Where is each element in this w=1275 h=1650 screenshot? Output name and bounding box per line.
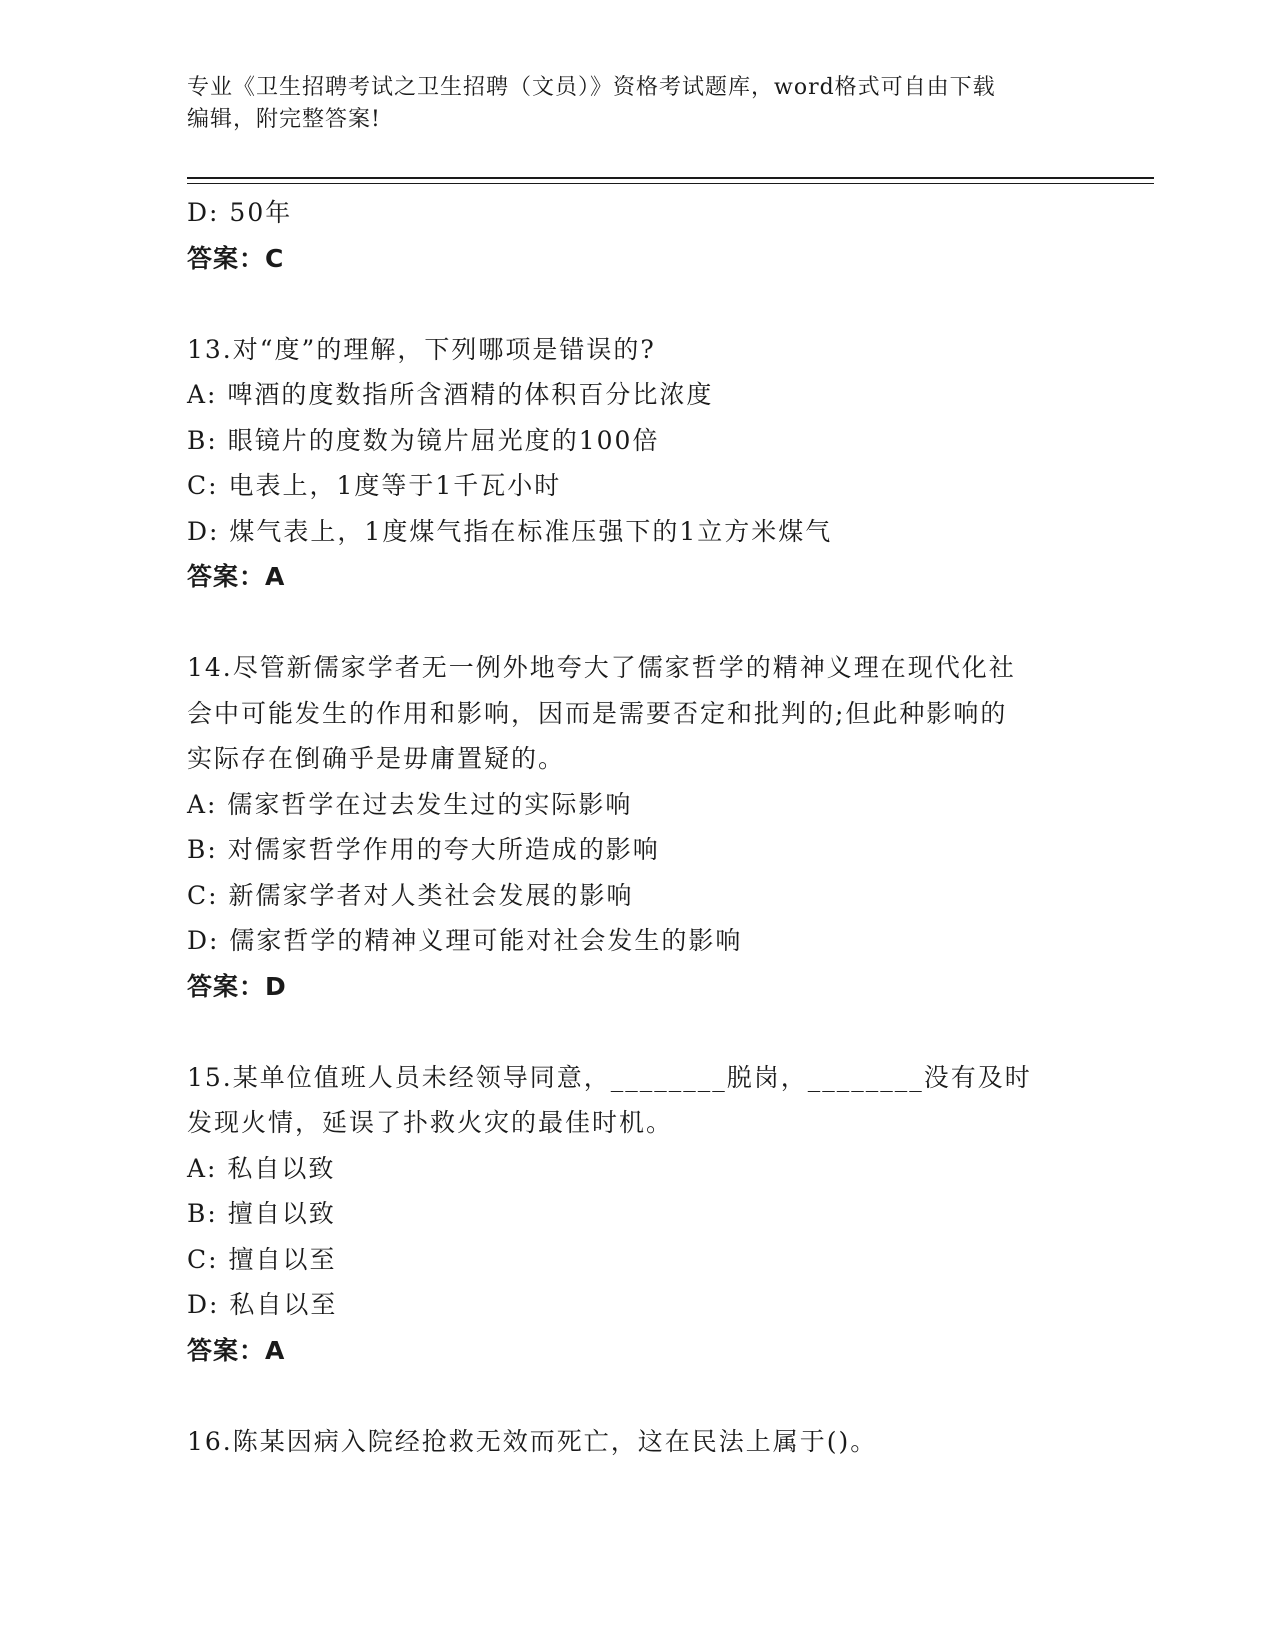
spacer xyxy=(187,281,1087,327)
question-14 xyxy=(187,645,1087,1009)
option-b: B: 对儒家哲学作用的夸大所造成的影响 xyxy=(187,835,660,864)
question-16 xyxy=(187,1419,1087,1465)
question-stem-line-1: 15.某单位值班人员未经领导同意，________脱岗，________没有及时 xyxy=(187,1062,1032,1092)
option-c: C: 新儒家学者对人类社会发展的影响 xyxy=(187,880,634,910)
question-stem-line-1: 14.尽管新儒家学者无一例外地夸大了儒家哲学的精神义理在现代化社 xyxy=(187,653,1016,682)
option-b: B: 擅自以致 xyxy=(187,1199,336,1228)
question-stem-line-3: 实际存在倒确乎是毋庸置疑的。 xyxy=(187,744,566,773)
prev-answer: 答案：C xyxy=(187,243,285,273)
option-c: C: 电表上，1度等于1千瓦小时 xyxy=(187,471,562,500)
answer: 答案：A xyxy=(187,562,286,591)
header-line-1: 专业《卫生招聘考试之卫生招聘（文员）》资格考试题库，word格式可自由下载 xyxy=(187,75,996,100)
question-stem: 16.陈某因病入院经抢救无效而死亡，这在民法上属于()。 xyxy=(187,1426,878,1456)
spacer xyxy=(187,600,1087,646)
question-stem-line-2: 会中可能发生的作用和影响，因而是需要否定和批判的;但此种影响的 xyxy=(187,698,1008,728)
question-13 xyxy=(187,327,1087,600)
spacer xyxy=(187,1009,1087,1055)
option-d: D: 煤气表上，1度煤气指在标准压强下的1立方米煤气 xyxy=(187,516,833,546)
page-header xyxy=(187,72,1087,136)
question-15 xyxy=(187,1055,1087,1374)
option-d: D: 儒家哲学的精神义理可能对社会发生的影响 xyxy=(187,926,743,955)
header-line-2: 编辑，附完整答案! xyxy=(187,107,381,132)
option-a: A: 私自以致 xyxy=(187,1153,336,1183)
answer: 答案：D xyxy=(187,971,287,1001)
question-stem: 13.对“度”的理解，下列哪项是错误的? xyxy=(187,334,656,364)
prev-option-d: D: 50年 xyxy=(187,198,293,227)
answer: 答案：A xyxy=(187,1335,286,1365)
header-rule-thin xyxy=(187,183,1154,184)
option-d: D: 私自以至 xyxy=(187,1290,338,1319)
header-rule-thick xyxy=(187,177,1154,179)
option-b: B: 眼镜片的度数为镜片屈光度的100倍 xyxy=(187,425,660,455)
question-content xyxy=(187,190,1087,1464)
option-c: C: 擅自以至 xyxy=(187,1244,337,1274)
question-stem-line-2: 发现火情，延误了扑救火灾的最佳时机。 xyxy=(187,1108,674,1137)
spacer xyxy=(187,1373,1087,1419)
option-a: A: 儒家哲学在过去发生过的实际影响 xyxy=(187,789,633,819)
option-a: A: 啤酒的度数指所含酒精的体积百分比浓度 xyxy=(187,380,714,409)
